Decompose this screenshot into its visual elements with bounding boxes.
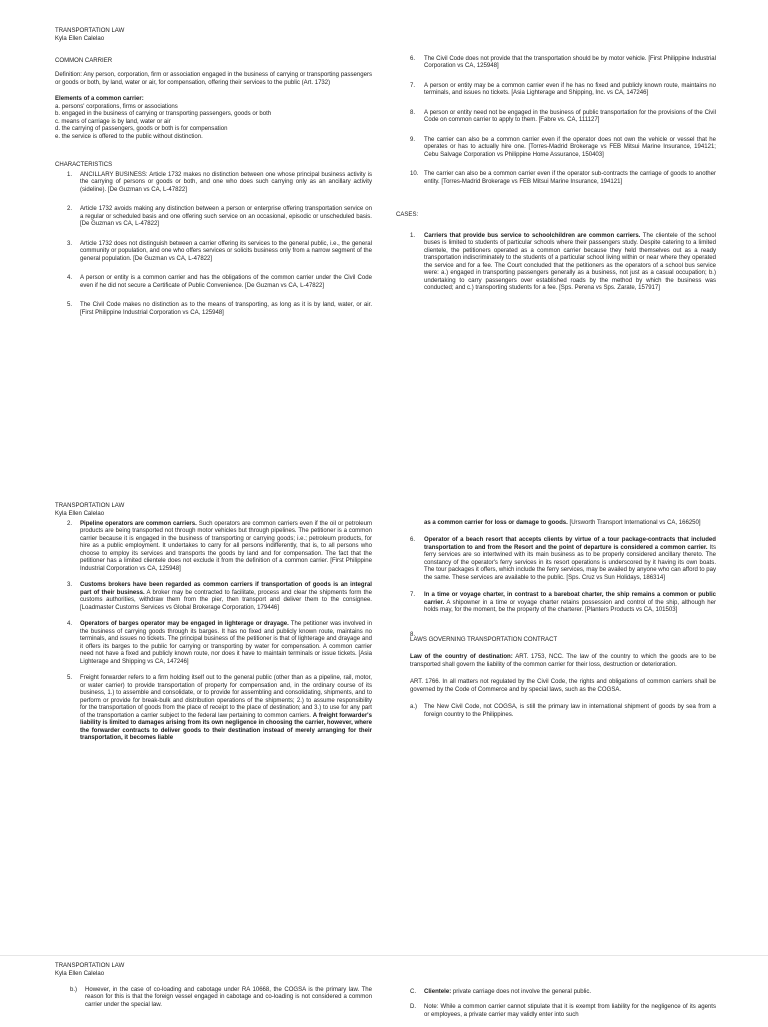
list-item: 8. A person or entity need not be engaged in the business of public transportation for the provisions of the Civil Code on common carrier to apply to them. [Fabre vs. CA, 111127] (410, 109, 716, 124)
list-item: 10. The carrier can also be a common carrier even if the operator sub-contracts the carriage of goods to another entity. [Torres-Madrid Brokerage vs FEB Mitsui Marine Insurance, 194121] (410, 171, 716, 185)
element-item: a. persons' corporations, firms or associations (55, 103, 178, 110)
list-item: 4. A person or entity is a common carrier and has the obligations of the common carrier under the Civil Code even if he did not secure a Certificate of Public Convenience. [De Guzman vs CA, L-47822] (67, 275, 372, 289)
list-item: D. Note: While a common carrier cannot stipulate that it is exempt from liability for the negligence of its agents or employees, a private carrier may validly enter into such (410, 1004, 716, 1018)
list-item: 1. ANCILLARY BUSINESS: Article 1732 makes no distinction between one whose principal business activity is the carrying of persons or goods or both, and one who does such carrying only as an ancillary activity (sideline). [De Guzman vs CA, L-47822] (67, 171, 372, 193)
document-page-2 (0, 490, 768, 955)
page-header (55, 963, 124, 979)
right-column (410, 520, 716, 727)
laws-list-continued (70, 987, 372, 1009)
characteristics-title: CHARACTERISTICS (55, 162, 113, 169)
page-header (55, 28, 124, 44)
laws-list (410, 704, 716, 719)
case-continuation: as a common carrier for loss or damage to goods. [Ursworth Transport International vs CA, 166250] (424, 520, 701, 526)
characteristics-list (55, 172, 372, 317)
right-column (396, 56, 717, 301)
private-carrier-list (410, 989, 716, 1019)
list-item: 2. Pipeline operators are common carriers. Such operators are common carriers even if the oil or petroleum products are being transported not through motor vehicles but through pipelines. The petitioner is a common carrier because it is engaged in the business of transporting or carrying goods; i.e.; petroleum products, for hire as a public employment. It undertakes to carry for all persons indifferently, that is, to all persons who choose to employ its services and transports the goods by land and for compensation. The fact that the petitioner has a limited clientele does not exclude it from the definition of a common carrier. [First Philippine Industrial Corporation vs CA, 125948] (67, 521, 372, 572)
list-item: 7. In a time or voyage charter, in contrast to a bareboat charter, the ship remains a common or public carrier. A shipowner in a time or voyage charter retains possession and control of the ship, although her holds may, for the moment, be the property of the charterer. [Planters Products vs CA, 101503] (410, 592, 716, 614)
elements-list (55, 104, 372, 141)
list-item: 5. Freight forwarder refers to a firm holding itself out to the general public (other than as a pipeline, rail, motor, or water carrier) to provide transportation of property for compensation and, in the ordinary course of its business, 1.) to assemble and consolidate, or to provide for assembling and consolidating, shipments, and to perform or provide for break-bulk and distribution operations of the shipments; 2.) to assume responsibility for the transportation of goods from the place of receipt to the place of destination; and 3.) to use for any part of the transportation a carrier subject to the federal law pertaining to common carriers. A freight forwarder's liability is limited to damages arising from its own negligence in choosing the carrier, however, where the forwarder contracts to deliver goods to their destination instead of merely arranging for their transportation, it becomes liable (67, 675, 372, 742)
header-author: Kyla Ellen Calelao (55, 970, 105, 977)
header-author: Kyla Ellen Calelao (55, 35, 105, 42)
header-title: TRANSPORTATION LAW (55, 503, 125, 509)
list-item: 4. Operators of barges operator may be engaged in lighterage or drayage. The petitioner was involved in the business of carrying goods through its barges. It has no fixed and publicly known route, maintains no terminals, and issues no tickets. The principal business of the petitioner is that of lighterage and drayage and it offers its barges to the public for carrying or transporting by water for compensation. A common carrier need not have a fixed and publicly known route, nor does it have to maintain terminals or issue tickets. [Asia Lighterage and Shipping vs CA, 147246] (67, 621, 373, 665)
list-item: C. Clientele: private carriage does not involve the general public. (410, 989, 592, 995)
left-column (55, 58, 372, 325)
section-title: COMMON CARRIER (55, 58, 113, 64)
page-header (55, 503, 124, 519)
document-page-3 (0, 955, 768, 1025)
list-item: 3. Article 1732 does not distinguish between a carrier offering its services to the general public, i.e., the general community or population, and one who offers services or solicits business only from a narrow segment of the general population. [De Guzman vs CA, L-47822] (67, 240, 372, 262)
element-item: e. the service is offered to the public without distinction. (55, 133, 203, 140)
list-item: a.) The New Civil Code, not COGSA, is still the primary law in international shipment of goods by sea from a foreign country to the Philippines. (410, 704, 716, 718)
header-author: Kyla Ellen Calelao (55, 510, 105, 517)
cases-title: CASES: (396, 212, 419, 219)
list-item: 3. Customs brokers have been regarded as common carriers if transportation of goods is an integral part of their business. A broker may be contracted to facilitate, process and clear the shipments form the customs authorities, withdraw them from the pier, then transport and deliver them to the consignee. [Loadmaster Customs Services vs Global Brokerage Corporation, 179446] (67, 582, 372, 611)
cases-list-continued (67, 521, 372, 743)
list-item: 7. A person or entity may be a common carrier even if he has no fixed and publicly known route, maintains no terminals, and issues no tickets. [Asia Lighterage and Shipping, Inc. vs CA, 147246] (410, 82, 716, 97)
law-destination-paragraph: Law of the country of destination: ART. 1753, NCC. The law of the country to which the goods are to be transported shall govern the liability of the common carrier for their loss, destruction or deterioration. (410, 654, 716, 668)
list-item: 5. The Civil Code makes no distinction as to the means of transporting, as long as it is by land, water, or air. [First Philippine Industrial Corporation vs CA, 125948] (67, 302, 372, 316)
list-item: 1. Carriers that provide bus service to schoolchildren are common carriers. The clientele of the school buses is limited to students of particular schools where their passengers study. Despite catering to a limited clientele, the petitioners operated as a common carrier because they held themselves out as a ready transportation indiscriminately to the students of a particular school living within or near where they operated the service and for a fee. The Court concluded that the petitioners as the operators of a school bus service were: a.) engaged in transporting passengers generally as a business, not just as a casual occupation; b.) undertaking to carry passengers over established roads by the method by which the business was conducted; and c.) transporting students for a fee. [Sps. Perena vs Sps. Zarate, 157917] (410, 232, 717, 292)
header-title: TRANSPORTATION LAW (55, 963, 125, 969)
list-item: 2. Article 1732 avoids making any distinction between a person or enterprise offering transportation service on a regular or scheduled basis and one offering such service on an occasional, episodic or unscheduled basis. [De Guzman vs CA, L-47822] (67, 206, 372, 228)
left-column (67, 521, 372, 751)
right-column (410, 989, 716, 1027)
characteristics-list-continued (410, 56, 716, 186)
list-item: 9. The carrier can also be a common carrier even if the operator does not own the vehicle or vessel that he operates or has to actually hire one. [Torres-Madrid Brokerage vs FEB Mitsui Marine Insurance, 194121; Cebu Salvage Corporation vs Philippine Home Assurance, 150403] (410, 136, 716, 158)
cases-list-continued: 6. Operator of a beach resort that accepts clients by virtue of a tour package-contracts that included transportation to and from the Resort and the point of departure is considered a common carrier. Its ferry services are so intertwined with its main business as to be properly considered ancillary thereto. The constancy of the operator's ferry services in its resort operations is underscored by it having its own boats. The tour packages it offers, which include the ferry services, may be availed by anyone who can afford to pay the same. These services are available to the public. [Sps. Cruz vs Sun Holidays, 186314] 7. In a time or voyage charter, in contrast to a bareboat charter, the ship remains a common or public carrier. A shipowner in a time or voyage charter retains possession and control of the ship, although her holds may, for the moment, be the property of the charterer. [Planters Products vs CA, 101503] 8. (410, 537, 716, 638)
element-item: b. engaged in the business of carrying or transporting passengers, goods or both (55, 111, 272, 118)
art1766-paragraph: ART. 1766. In all matters not regulated by the Civil Code, the rights and obligations of common carriers shall be governed by the Code of Commerce and by special laws, such as the COGSA. (410, 679, 716, 693)
document-page-1 (0, 0, 768, 470)
element-item: c. means of carriage is by land, water or air (55, 118, 171, 125)
elements-title: Elements of a common carrier: (55, 96, 144, 103)
definition-paragraph: Definition: Any person, corporation, firm or association engaged in the business of carrying or transporting passengers or goods or both, by land, water or air, for compensation, offering their services to the public (Art. 1732) (55, 72, 372, 86)
element-item: d. the carrying of passengers, goods or both is for compensation (55, 126, 228, 133)
header-title: TRANSPORTATION LAW (55, 28, 125, 34)
list-item: b.) However, in the case of co-loading and cabotage under RA 10668, the COGSA is the primary law. The reason for this is that the foreign vessel engaged in cabotage and co-loading is not considered a common carrier under the special law. (70, 987, 372, 1008)
list-item: 6. The Civil Code does not provide that the transportation should be by motor vehicle. [First Philippine Industrial Corporation vs CA, 125948] (410, 56, 716, 70)
list-item: 6. Operator of a beach resort that accepts clients by virtue of a tour package-contracts that included transportation to and from the Resort and the point of departure is considered a common carrier. Its ferry services are so intertwined with its main business as to be properly considered ancillary thereto. The constancy of the operator's ferry services in its resort operations is underscored by it having its own boats. The tour packages it offers, which include the ferry services, may be availed by anyone who can afford to pay the same. These services are available to the public. [Sps. Cruz vs Sun Holidays, 186314] (410, 537, 716, 581)
laws-title: LAWS GOVERNING TRANSPORTATION CONTRACT (410, 636, 558, 643)
left-column (70, 987, 372, 1017)
cases-list (410, 233, 716, 293)
